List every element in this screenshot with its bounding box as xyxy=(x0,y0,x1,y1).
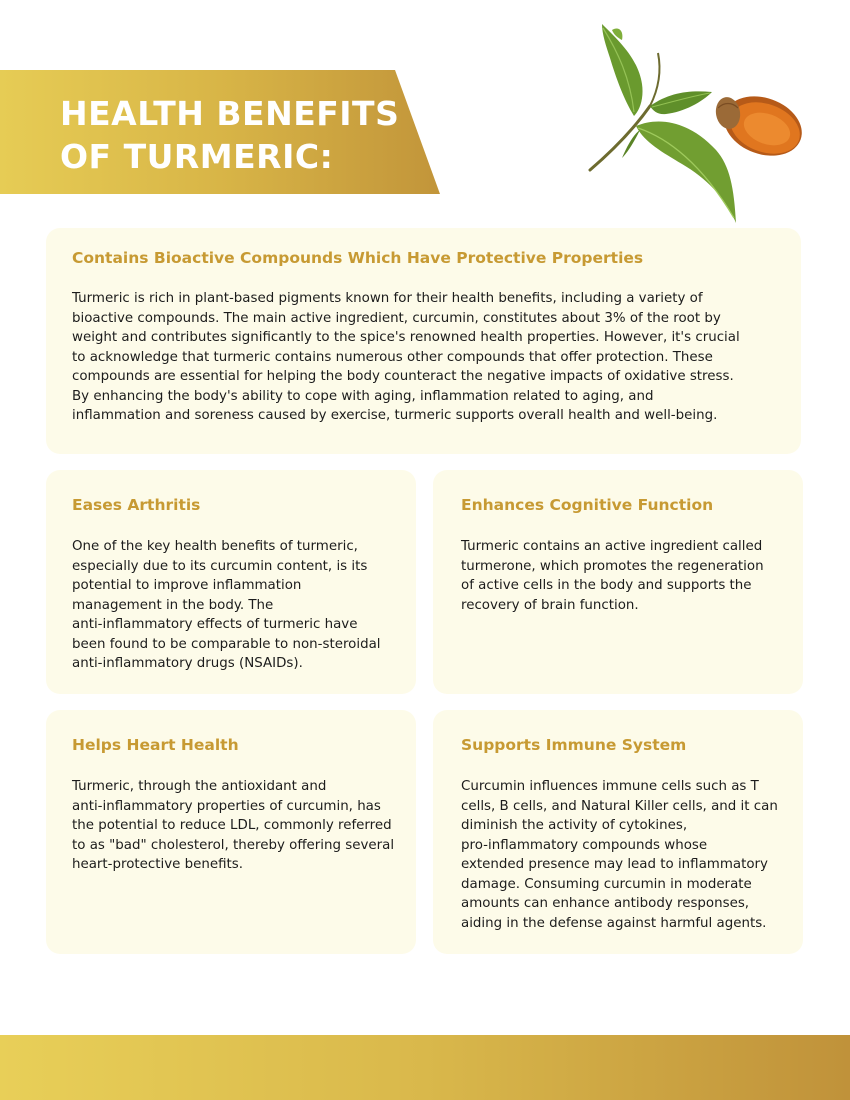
immune-line: pro-inflammatory compounds whose xyxy=(461,837,708,853)
immune-line: cells, B cells, and Natural Killer cells, and it can xyxy=(461,798,778,814)
immune-line: Curcumin influences immune cells such as T xyxy=(461,779,759,794)
cognitive-function-body xyxy=(461,537,796,615)
bioactive-line: Turmeric is rich in plant-based pigments known for their health benefits, including a variety of xyxy=(72,291,703,306)
footer-bar xyxy=(0,1035,850,1100)
arthritis-line: management in the body. The xyxy=(72,597,274,613)
heart-line: the potential to reduce LDL, commonly referred xyxy=(72,818,392,833)
arthritis-line: One of the key health benefits of turmeric, xyxy=(72,539,358,554)
immune-system-body xyxy=(461,777,796,933)
bioactive-line: inflammation and soreness caused by exercise, turmeric supports overall health and well-being. xyxy=(72,408,718,423)
heart-line: Turmeric, through the antioxidant and xyxy=(72,779,327,794)
arthritis-line: been found to be comparable to non-steroidal xyxy=(72,636,381,652)
arthritis-line: anti-inflammatory effects of turmeric have xyxy=(72,617,358,632)
turmeric-illustration-icon xyxy=(578,18,810,226)
bioactive-compounds-body xyxy=(72,289,792,426)
arthritis-line: anti-inflammatory drugs (NSAIDs). xyxy=(72,656,303,671)
heart-line: anti-inflammatory properties of curcumin, has xyxy=(72,798,381,814)
immune-system-title: Supports Immune System xyxy=(461,736,687,754)
immune-line: damage. Consuming curcumin in moderate xyxy=(461,876,752,892)
bioactive-compounds-title: Contains Bioactive Compounds Which Have Protective Properties xyxy=(72,249,644,267)
heart-line: heart-protective benefits. xyxy=(72,857,244,872)
immune-line: extended presence may lead to inflammatory xyxy=(461,857,768,872)
immune-line: diminish the activity of cytokines, xyxy=(461,818,688,833)
heart-health-title: Helps Heart Health xyxy=(72,736,239,754)
page-title-line-1: HEALTH BENEFITS xyxy=(60,94,400,133)
page-title-line-2: OF TURMERIC: xyxy=(60,137,334,176)
arthritis-body xyxy=(72,537,412,674)
cognitive-line: turmerone, which promotes the regeneration xyxy=(461,558,764,574)
bioactive-line: By enhancing the body's ability to cope with aging, inflammation related to aging, and xyxy=(72,388,654,404)
immune-line: amounts can enhance antibody responses, xyxy=(461,896,750,911)
cognitive-function-title: Enhances Cognitive Function xyxy=(461,496,714,514)
cognitive-line: Turmeric contains an active ingredient called xyxy=(461,539,763,554)
bioactive-line: weight and contributes significantly to the spice's renowned health properties. However, it's crucial xyxy=(72,330,740,345)
cognitive-line: recovery of brain function. xyxy=(461,597,639,613)
bioactive-line: bioactive compounds. The main active ingredient, curcumin, constitutes about 3% of the root by xyxy=(72,310,721,326)
cognitive-line: of active cells in the body and supports the xyxy=(461,578,752,593)
heart-line: to as "bad" cholesterol, thereby offering several xyxy=(72,837,395,853)
arthritis-title: Eases Arthritis xyxy=(72,496,201,514)
arthritis-line: especially due to its curcumin content, is its xyxy=(72,558,368,574)
immune-line: aiding in the defense against harmful agents. xyxy=(461,915,767,931)
arthritis-line: potential to improve inflammation xyxy=(72,578,302,593)
heart-health-body xyxy=(72,777,412,875)
page-title xyxy=(60,92,399,178)
bioactive-line: compounds are essential for helping the body counteract the negative impacts of oxidative stress. xyxy=(72,369,734,384)
bioactive-line: to acknowledge that turmeric contains numerous other compounds that offer protection. These xyxy=(72,349,713,365)
